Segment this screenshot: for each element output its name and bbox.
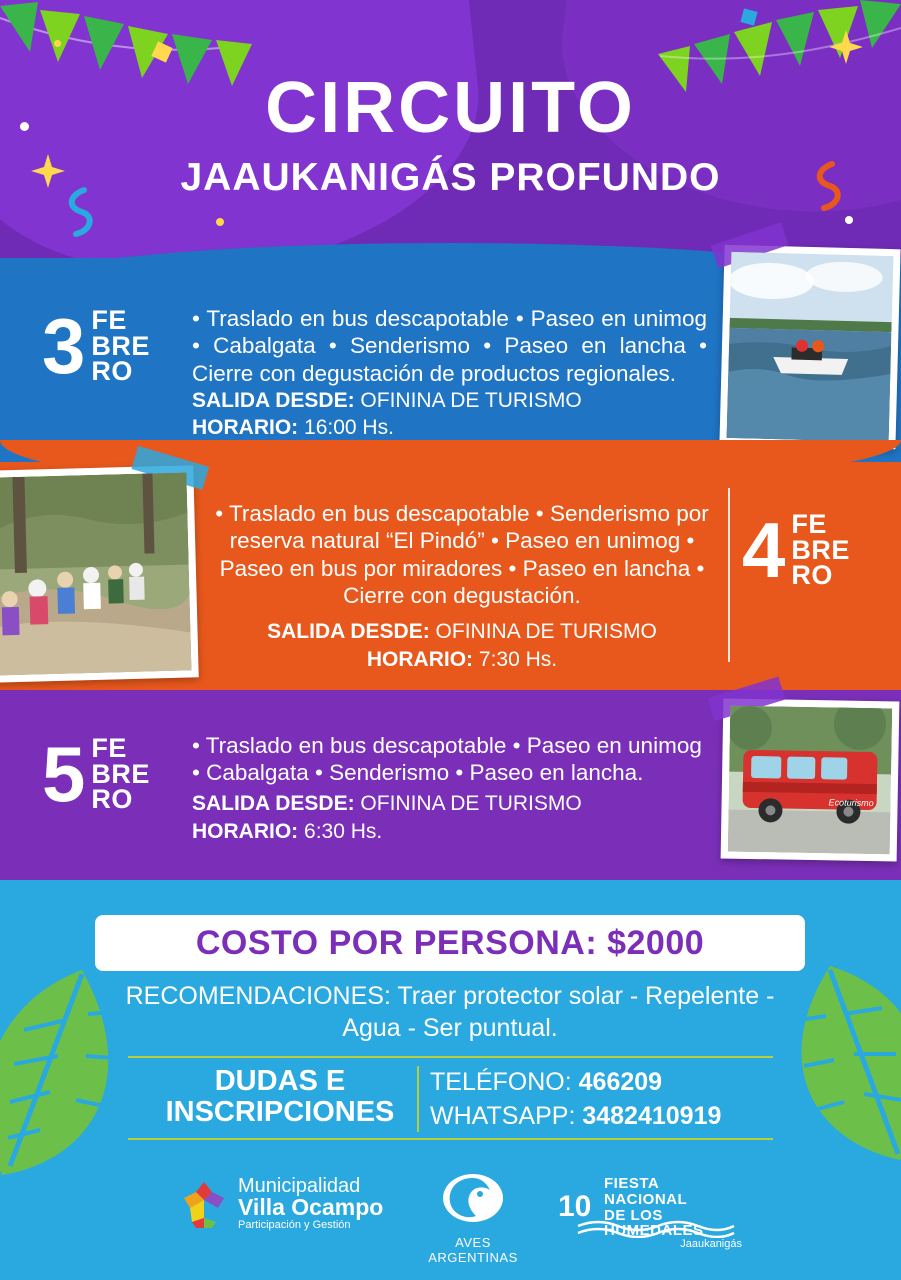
contact-rule-bottom: [128, 1138, 773, 1140]
cost-banner: COSTO POR PERSONA: $2000: [95, 915, 805, 971]
departure-value: OFININA DE TURISMO: [360, 389, 582, 412]
departure-value: OFININA DE TURISMO: [435, 620, 657, 643]
svg-text:Ecoturismo: Ecoturismo: [828, 797, 874, 809]
day-month-line1: FE: [91, 733, 127, 763]
municipalidad-icon: [178, 1178, 230, 1230]
phone-row: [430, 1066, 775, 1100]
day-date-3: [42, 301, 150, 390]
day-time-3: [192, 414, 712, 441]
day-month-line3: RO: [791, 560, 833, 591]
day-month-line1: FE: [791, 509, 827, 539]
photo-day-5: [721, 698, 900, 861]
page-title: CIRCUITO: [265, 68, 636, 148]
contact-heading: [150, 1066, 410, 1129]
contact-heading-line2: INSCRIPCIONES: [165, 1096, 395, 1129]
departure-label: SALIDA DESDE:: [192, 792, 355, 815]
municipalidad-line1: Municipalidad: [238, 1175, 361, 1197]
logo-strip: [0, 1168, 901, 1265]
contact-details: [430, 1066, 775, 1134]
day-departure-5: [192, 790, 712, 817]
whatsapp-value[interactable]: 3482410919: [582, 1101, 722, 1130]
day-number: 4: [742, 505, 786, 594]
aves-argentinas-icon: [440, 1172, 506, 1228]
star-decoration: [828, 26, 864, 68]
time-label: HORARIO:: [192, 416, 299, 439]
svg-text:10: 10: [558, 1190, 592, 1223]
municipalidad-line2: Villa Ocampo: [238, 1194, 384, 1221]
departure-label: SALIDA DESDE:: [267, 620, 430, 643]
confetti-dot: [845, 216, 853, 224]
aves-argentinas-label: AVES ARGENTINAS: [428, 1235, 518, 1265]
day-month-line2: BRE: [91, 330, 150, 361]
day-time-4: [212, 646, 712, 673]
fiesta-line1: FIESTA NACIONAL: [604, 1175, 688, 1208]
whatsapp-label: WHATSAPP:: [430, 1101, 576, 1130]
contact-heading-line1: DUDAS E: [214, 1065, 346, 1097]
photo-day-4: [0, 465, 199, 682]
day-description-3: • Traslado en bus descapotable • Paseo en unimog • Cabalgata • Senderismo • Paseo en lancha • Cierre con degustación de productos regionales.: [192, 306, 707, 386]
day-time-5: [192, 818, 712, 845]
municipalidad-tagline: Participación y Gestión: [238, 1218, 351, 1231]
day-month-line3: RO: [91, 356, 133, 387]
day-description-4: • Traslado en bus descapotable • Senderismo por reserva natural “El Pindó” • Paseo en unimog • Paseo en bus por miradores • Paseo en lancha • Cierre con degustación.: [215, 501, 709, 609]
day-number: 3: [42, 301, 86, 390]
day-month-line2: BRE: [791, 534, 850, 565]
time-label: HORARIO:: [366, 648, 474, 671]
recommendations-text: RECOMENDACIONES: Traer protector solar - Repelente - Agua - Ser puntual.: [125, 982, 775, 1042]
whatsapp-row: [430, 1100, 775, 1134]
day-departure-3: [192, 387, 712, 414]
photo-day-5-image: [728, 706, 893, 855]
departure-label: SALIDA DESDE:: [192, 389, 355, 412]
photo-day-4-image: [0, 472, 192, 675]
page-subtitle: JAAUKANIGÁS PROFUNDO: [180, 156, 721, 199]
time-value: 7:30 Hs.: [478, 648, 558, 671]
fiesta-waves-icon: [576, 1218, 736, 1238]
fiesta-line2: DE LOS HUMEDALES: [604, 1206, 704, 1240]
day-month-line3: RO: [91, 784, 133, 815]
time-value: 6:30 Hs.: [304, 820, 383, 843]
contact-rule-top: [128, 1056, 773, 1058]
confetti-dot: [54, 40, 61, 47]
day-description-5: • Traslado en bus descapotable • Paseo en unimog • Cabalgata • Senderismo • Paseo en lancha.: [192, 733, 702, 786]
logo-aves-argentinas: [418, 1172, 528, 1265]
day-4-divider: [728, 488, 730, 662]
day-date-4: [742, 505, 850, 594]
day-month-line2: BRE: [91, 758, 150, 789]
phone-label: TELÉFONO:: [430, 1068, 572, 1096]
photo-day-3-image: [727, 252, 894, 442]
time-value: 16:00 Hs.: [304, 416, 394, 439]
confetti-dot: [216, 218, 224, 226]
fiesta-line3: Jaaukanigás: [680, 1238, 742, 1250]
phone-value[interactable]: 466209: [578, 1068, 663, 1096]
day-number: 5: [42, 729, 86, 818]
day-departure-4: [212, 618, 712, 645]
departure-value: OFININA DE TURISMO: [360, 792, 582, 815]
time-label: HORARIO:: [192, 820, 299, 843]
logo-municipalidad: [178, 1176, 383, 1231]
contact-divider: [417, 1066, 419, 1132]
day-date-5: [42, 729, 150, 818]
leaf-decoration-right: [770, 960, 901, 1170]
photo-day-3: [719, 245, 900, 450]
day-month-line1: FE: [91, 305, 127, 335]
